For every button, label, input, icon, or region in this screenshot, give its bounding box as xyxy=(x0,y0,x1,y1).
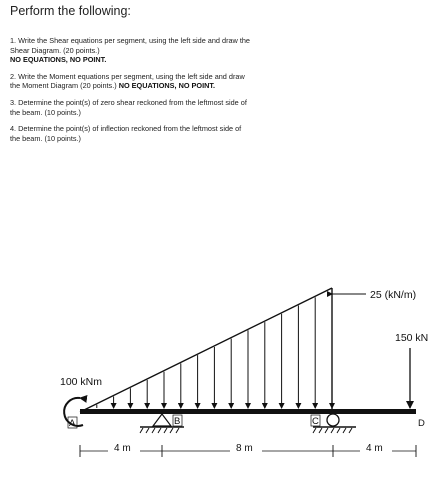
point-load-label: 150 kN xyxy=(395,332,429,344)
task-emphasis: NO EQUATIONS, NO POINT. xyxy=(10,55,107,65)
dimension-bc: 8 m xyxy=(236,443,253,454)
task-text: 3. Determine the point(s) of zero shear reckoned from the leftmost side of the beam. (10 points.) xyxy=(10,97,247,117)
task-text: 1. Write the Shear equations per segment, using the left side and draw the Shear Diagram. (20 points.) xyxy=(10,36,250,55)
beam xyxy=(80,409,416,414)
node-label-d: D xyxy=(418,418,425,429)
task-text: 4. Determine the point(s) of inflection reckoned from the leftmost side of the beam. (10 points.) xyxy=(10,124,242,143)
task-emphasis: NO EQUATIONS, NO POINT. xyxy=(118,81,216,91)
page-title: Perform the following: xyxy=(10,4,131,18)
task-text: 2. Write the Moment equations per segment, using the left side and draw the Moment Diagram (20 points.) xyxy=(10,71,245,91)
dimension-ab: 4 m xyxy=(114,443,131,454)
node-label-c: C xyxy=(312,416,319,427)
load-arrows xyxy=(97,289,332,408)
node-label-b: B xyxy=(174,416,181,427)
roller-support-c xyxy=(313,414,356,433)
distributed-load xyxy=(80,288,366,412)
moment-label: 100 kNm xyxy=(60,376,103,388)
distributed-load-label: 25 (kN/m) xyxy=(370,289,417,301)
node-label-a: A xyxy=(69,418,76,429)
dimension-cd: 4 m xyxy=(366,443,383,454)
